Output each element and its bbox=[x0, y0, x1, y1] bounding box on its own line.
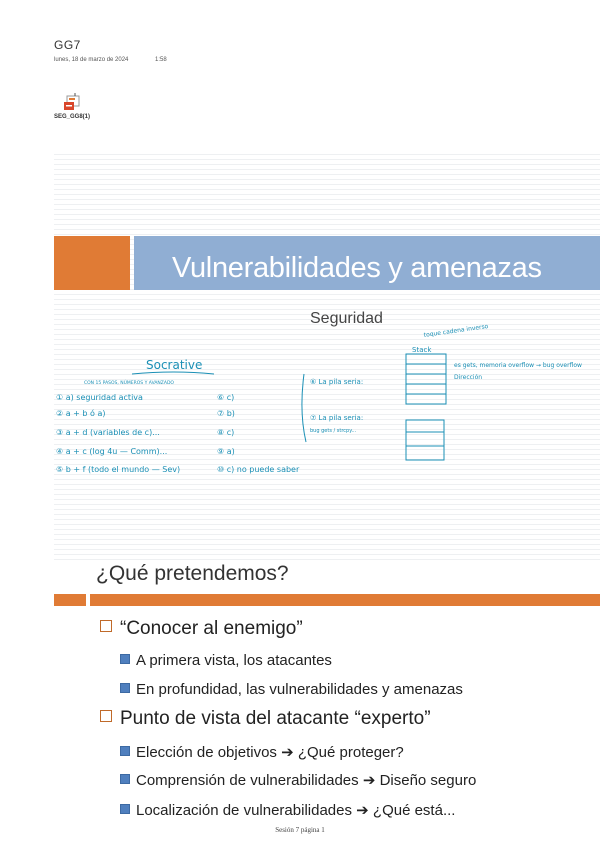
bullet-item bbox=[100, 708, 431, 730]
answer-6: ⑥ c) bbox=[217, 393, 235, 402]
right-note-1: ⑥ La pila seria: bbox=[310, 378, 364, 386]
answer-9: ⑨ a) bbox=[217, 447, 235, 456]
answer-10: ⑩ c) no puede saber bbox=[217, 465, 300, 474]
right-note-2: ⑦ La pila seria: bbox=[310, 414, 364, 422]
right-note-5: bug gets / strcpy... bbox=[310, 428, 357, 434]
handwritten-notes bbox=[54, 312, 600, 492]
bullet-text: Punto de vista del atacante “experto” bbox=[120, 708, 431, 729]
right-note-top: toque cadena inverso bbox=[423, 322, 489, 339]
bullet-text: Localización de vulnerabilidades bbox=[136, 802, 352, 819]
notes-header: Socrative bbox=[146, 358, 203, 372]
bullet-item bbox=[100, 618, 303, 640]
title-accent-block bbox=[54, 236, 130, 290]
page-title: GG7 bbox=[54, 38, 81, 52]
bullet-item-clipped bbox=[120, 798, 456, 819]
section-heading: ¿Qué pretendemos? bbox=[96, 562, 289, 585]
bullet-square-icon bbox=[120, 746, 130, 756]
slide-title: Vulnerabilidades y amenazas bbox=[172, 252, 542, 284]
slide-subtitle: Seguridad bbox=[310, 310, 383, 327]
bullet-item bbox=[120, 681, 463, 698]
bullet-square-icon bbox=[100, 710, 112, 722]
bullet-after-text: ¿Qué está... bbox=[372, 802, 456, 819]
bullet-item bbox=[120, 771, 476, 789]
bullet-item bbox=[120, 652, 332, 669]
notes-subnote: CON 15 PASOS, NÚMEROS Y AVANZADO bbox=[84, 381, 174, 386]
answer-1: ① a) seguridad activa bbox=[56, 393, 143, 402]
answer-7: ⑦ b) bbox=[217, 409, 235, 418]
right-note-4: Dirección bbox=[454, 374, 483, 381]
bullet-square-icon bbox=[120, 774, 130, 784]
bullet-text: “Conocer al enemigo” bbox=[120, 618, 303, 639]
bullet-square-icon bbox=[100, 620, 112, 632]
page-footer: Sesión 7 página 1 bbox=[275, 826, 325, 834]
answer-4: ④ a + c (log 4u — Comm)... bbox=[56, 447, 168, 456]
heading-accent-block bbox=[54, 594, 86, 606]
arrow-icon: ➔ bbox=[362, 772, 376, 789]
arrow-icon: ➔ bbox=[356, 802, 369, 819]
attachment-label: SEG_GG8(1) bbox=[54, 114, 91, 120]
bullet-text: Elección de objetivos bbox=[136, 744, 277, 761]
answer-5: ⑤ b + f (todo el mundo — Sev) bbox=[56, 465, 181, 474]
bullet-text: A primera vista, los atacantes bbox=[136, 652, 332, 669]
bullet-after-text: Diseño seguro bbox=[379, 772, 477, 789]
bullet-square-icon bbox=[120, 654, 130, 664]
bullet-item bbox=[120, 743, 404, 761]
answer-3: ③ a + d (variables de c)... bbox=[56, 428, 160, 437]
bullet-text: Comprensión de vulnerabilidades bbox=[136, 772, 359, 789]
document-icon bbox=[62, 92, 82, 112]
right-note-3: es gets, memoria overflow → bug overflow bbox=[454, 362, 582, 369]
bullet-text: En profundidad, las vulnerabilidades y amenazas bbox=[136, 681, 463, 698]
attachment[interactable] bbox=[54, 92, 94, 120]
answer-2: ② a + b ó a) bbox=[56, 409, 106, 418]
arrow-icon: ➔ bbox=[281, 744, 294, 761]
bullet-after-text: ¿Qué proteger? bbox=[297, 744, 404, 761]
stack-label: Stack bbox=[412, 346, 432, 354]
heading-rule bbox=[90, 594, 600, 606]
page-date: lunes, 18 de marzo de 2024 bbox=[54, 57, 129, 63]
bullet-square-icon bbox=[120, 804, 130, 814]
answer-8: ⑧ c) bbox=[217, 428, 235, 437]
page-time: 1:58 bbox=[155, 57, 167, 63]
bullet-square-icon bbox=[120, 683, 130, 693]
